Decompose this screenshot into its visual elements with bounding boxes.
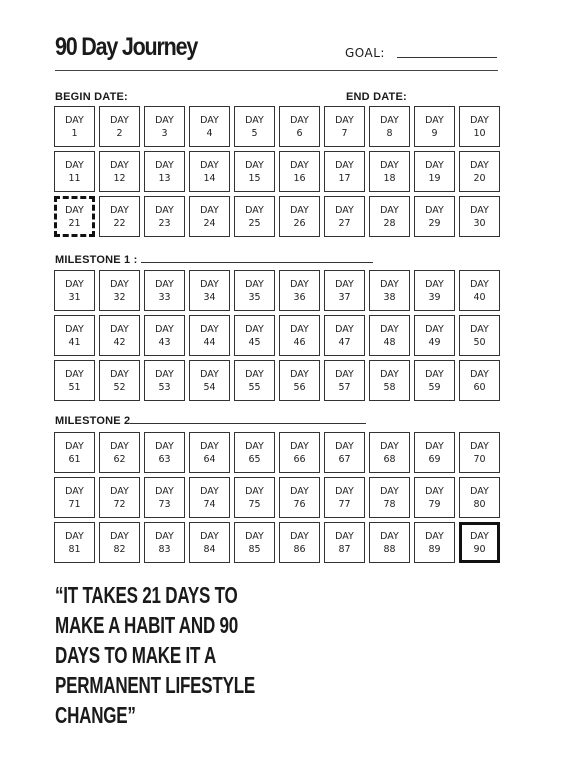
- day-number: 48: [383, 336, 396, 348]
- day-box-67[interactable]: [324, 432, 365, 473]
- day-box-33[interactable]: [144, 270, 185, 311]
- day-number: 52: [113, 381, 126, 393]
- day-box-86[interactable]: [279, 522, 320, 563]
- day-number: 3: [161, 127, 168, 139]
- day-number: 68: [383, 453, 396, 465]
- day-word: DAY: [155, 204, 174, 216]
- day-number: 2: [116, 127, 123, 139]
- day-box-53[interactable]: [144, 360, 185, 401]
- day-word: DAY: [110, 368, 129, 380]
- day-word: DAY: [245, 485, 264, 497]
- day-number: 14: [203, 172, 216, 184]
- day-box-38[interactable]: [369, 270, 410, 311]
- day-number: 28: [383, 217, 396, 229]
- day-box-71[interactable]: [54, 477, 95, 518]
- day-box-50[interactable]: [459, 315, 500, 356]
- day-word: DAY: [425, 114, 444, 126]
- day-word: DAY: [65, 530, 84, 542]
- milestone-2-label: MILESTONE 2: [55, 415, 131, 427]
- day-word: DAY: [155, 323, 174, 335]
- day-grid-31-60: [54, 270, 500, 401]
- day-box-14[interactable]: [189, 151, 230, 192]
- day-number: 66: [293, 453, 306, 465]
- day-word: DAY: [335, 114, 354, 126]
- day-box-78[interactable]: [369, 477, 410, 518]
- day-number: 31: [68, 291, 81, 303]
- day-number: 37: [338, 291, 351, 303]
- day-box-43[interactable]: [144, 315, 185, 356]
- day-number: 65: [248, 453, 261, 465]
- day-box-51[interactable]: [54, 360, 95, 401]
- day-box-59[interactable]: [414, 360, 455, 401]
- day-number: 73: [158, 498, 171, 510]
- day-word: DAY: [290, 530, 309, 542]
- day-number: 54: [203, 381, 216, 393]
- day-box-55[interactable]: [234, 360, 275, 401]
- day-number: 70: [473, 453, 486, 465]
- day-number: 71: [68, 498, 81, 510]
- day-number: 23: [158, 217, 171, 229]
- day-word: DAY: [380, 530, 399, 542]
- day-box-49[interactable]: [414, 315, 455, 356]
- day-box-87[interactable]: [324, 522, 365, 563]
- day-grid-61-90: [54, 432, 500, 563]
- day-number: 13: [158, 172, 171, 184]
- day-box-90[interactable]: [459, 522, 500, 563]
- day-number: 11: [68, 172, 81, 184]
- day-word: DAY: [65, 159, 84, 171]
- day-box-32[interactable]: [99, 270, 140, 311]
- day-word: DAY: [245, 530, 264, 542]
- day-box-83[interactable]: [144, 522, 185, 563]
- day-word: DAY: [380, 159, 399, 171]
- day-number: 78: [383, 498, 396, 510]
- day-box-84[interactable]: [189, 522, 230, 563]
- day-number: 32: [113, 291, 126, 303]
- day-number: 15: [248, 172, 261, 184]
- day-box-46[interactable]: [279, 315, 320, 356]
- day-box-11[interactable]: [54, 151, 95, 192]
- day-box-62[interactable]: [99, 432, 140, 473]
- quote-text: “IT TAKES 21 DAYS TO MAKE A HABIT AND 90 DAYS TO MAKE IT A PERMANENT LIFESTYLE CHANGE”: [55, 582, 256, 728]
- day-number: 4: [206, 127, 213, 139]
- day-word: DAY: [110, 485, 129, 497]
- day-box-63[interactable]: [144, 432, 185, 473]
- day-box-39[interactable]: [414, 270, 455, 311]
- day-word: DAY: [335, 204, 354, 216]
- day-word: DAY: [200, 485, 219, 497]
- day-box-22[interactable]: [99, 196, 140, 237]
- day-word: DAY: [65, 485, 84, 497]
- day-word: DAY: [425, 159, 444, 171]
- day-word: DAY: [200, 530, 219, 542]
- day-number: 7: [341, 127, 348, 139]
- day-number: 84: [203, 543, 216, 555]
- day-number: 80: [473, 498, 486, 510]
- day-number: 27: [338, 217, 351, 229]
- day-word: DAY: [290, 159, 309, 171]
- header-divider: [55, 70, 498, 71]
- day-word: DAY: [155, 440, 174, 452]
- page-title: 90 Day Journey: [55, 33, 198, 61]
- day-number: 24: [203, 217, 216, 229]
- milestone-1-field[interactable]: [141, 253, 373, 263]
- day-box-73[interactable]: [144, 477, 185, 518]
- day-box-37[interactable]: [324, 270, 365, 311]
- day-number: 35: [248, 291, 261, 303]
- day-number: 10: [473, 127, 486, 139]
- day-box-44[interactable]: [189, 315, 230, 356]
- day-box-76[interactable]: [279, 477, 320, 518]
- day-number: 72: [113, 498, 126, 510]
- day-number: 85: [248, 543, 261, 555]
- day-number: 61: [68, 453, 81, 465]
- day-word: DAY: [380, 114, 399, 126]
- day-box-23[interactable]: [144, 196, 185, 237]
- day-box-47[interactable]: [324, 315, 365, 356]
- day-number: 87: [338, 543, 351, 555]
- day-box-1[interactable]: [54, 106, 95, 147]
- day-number: 30: [473, 217, 486, 229]
- day-number: 36: [293, 291, 306, 303]
- day-number: 38: [383, 291, 396, 303]
- day-number: 33: [158, 291, 171, 303]
- day-word: DAY: [200, 368, 219, 380]
- day-word: DAY: [470, 485, 489, 497]
- day-word: DAY: [245, 159, 264, 171]
- day-word: DAY: [335, 159, 354, 171]
- day-word: DAY: [155, 159, 174, 171]
- day-word: DAY: [110, 440, 129, 452]
- day-word: DAY: [380, 204, 399, 216]
- day-box-61[interactable]: [54, 432, 95, 473]
- day-box-72[interactable]: [99, 477, 140, 518]
- day-number: 79: [428, 498, 441, 510]
- day-number: 21: [68, 217, 81, 229]
- day-box-18[interactable]: [369, 151, 410, 192]
- day-box-65[interactable]: [234, 432, 275, 473]
- day-word: DAY: [200, 440, 219, 452]
- day-box-17[interactable]: [324, 151, 365, 192]
- day-word: DAY: [335, 440, 354, 452]
- day-word: DAY: [425, 204, 444, 216]
- day-number: 64: [203, 453, 216, 465]
- day-word: DAY: [380, 278, 399, 290]
- day-box-74[interactable]: [189, 477, 230, 518]
- end-date-label: END DATE:: [346, 91, 407, 103]
- day-number: 22: [113, 217, 126, 229]
- day-number: 12: [113, 172, 126, 184]
- day-word: DAY: [470, 114, 489, 126]
- day-word: DAY: [425, 485, 444, 497]
- day-word: DAY: [200, 204, 219, 216]
- day-box-56[interactable]: [279, 360, 320, 401]
- day-box-79[interactable]: [414, 477, 455, 518]
- day-number: 88: [383, 543, 396, 555]
- day-grid-1-30: [54, 106, 500, 237]
- day-word: DAY: [65, 368, 84, 380]
- day-word: DAY: [380, 368, 399, 380]
- day-number: 76: [293, 498, 306, 510]
- day-word: DAY: [200, 278, 219, 290]
- day-box-29[interactable]: [414, 196, 455, 237]
- day-word: DAY: [470, 530, 489, 542]
- day-box-57[interactable]: [324, 360, 365, 401]
- day-word: DAY: [290, 114, 309, 126]
- day-number: 19: [428, 172, 441, 184]
- day-word: DAY: [110, 114, 129, 126]
- day-number: 67: [338, 453, 351, 465]
- day-box-41[interactable]: [54, 315, 95, 356]
- day-number: 20: [473, 172, 486, 184]
- day-box-6[interactable]: [279, 106, 320, 147]
- day-number: 16: [293, 172, 306, 184]
- day-number: 90: [473, 543, 486, 555]
- day-box-45[interactable]: [234, 315, 275, 356]
- day-box-3[interactable]: [144, 106, 185, 147]
- day-number: 39: [428, 291, 441, 303]
- day-box-15[interactable]: [234, 151, 275, 192]
- day-box-16[interactable]: [279, 151, 320, 192]
- day-number: 82: [113, 543, 126, 555]
- day-word: DAY: [110, 159, 129, 171]
- day-box-26[interactable]: [279, 196, 320, 237]
- day-number: 89: [428, 543, 441, 555]
- day-number: 29: [428, 217, 441, 229]
- goal-field[interactable]: [397, 57, 497, 58]
- day-word: DAY: [335, 323, 354, 335]
- day-number: 40: [473, 291, 486, 303]
- day-box-60[interactable]: [459, 360, 500, 401]
- day-box-8[interactable]: [369, 106, 410, 147]
- begin-date-label: BEGIN DATE:: [55, 91, 128, 103]
- day-word: DAY: [110, 530, 129, 542]
- day-number: 47: [338, 336, 351, 348]
- day-word: DAY: [155, 368, 174, 380]
- day-word: DAY: [380, 485, 399, 497]
- day-word: DAY: [65, 204, 84, 216]
- day-word: DAY: [335, 368, 354, 380]
- day-box-68[interactable]: [369, 432, 410, 473]
- day-number: 8: [386, 127, 393, 139]
- day-word: DAY: [155, 278, 174, 290]
- day-box-80[interactable]: [459, 477, 500, 518]
- day-word: DAY: [110, 323, 129, 335]
- day-word: DAY: [470, 368, 489, 380]
- day-number: 50: [473, 336, 486, 348]
- day-word: DAY: [110, 278, 129, 290]
- day-word: DAY: [245, 368, 264, 380]
- day-word: DAY: [155, 530, 174, 542]
- day-box-89[interactable]: [414, 522, 455, 563]
- day-number: 58: [383, 381, 396, 393]
- day-word: DAY: [65, 323, 84, 335]
- day-box-36[interactable]: [279, 270, 320, 311]
- day-number: 34: [203, 291, 216, 303]
- day-box-28[interactable]: [369, 196, 410, 237]
- day-number: 69: [428, 453, 441, 465]
- day-word: DAY: [290, 323, 309, 335]
- day-number: 43: [158, 336, 171, 348]
- day-box-82[interactable]: [99, 522, 140, 563]
- day-word: DAY: [155, 114, 174, 126]
- day-box-27[interactable]: [324, 196, 365, 237]
- day-box-24[interactable]: [189, 196, 230, 237]
- day-word: DAY: [425, 440, 444, 452]
- day-word: DAY: [200, 114, 219, 126]
- day-word: DAY: [290, 440, 309, 452]
- day-word: DAY: [290, 278, 309, 290]
- day-word: DAY: [425, 323, 444, 335]
- day-box-81[interactable]: [54, 522, 95, 563]
- day-number: 60: [473, 381, 486, 393]
- day-number: 74: [203, 498, 216, 510]
- day-word: DAY: [290, 204, 309, 216]
- day-box-2[interactable]: [99, 106, 140, 147]
- day-box-31[interactable]: [54, 270, 95, 311]
- day-word: DAY: [380, 440, 399, 452]
- day-box-9[interactable]: [414, 106, 455, 147]
- day-box-64[interactable]: [189, 432, 230, 473]
- day-word: DAY: [245, 323, 264, 335]
- day-word: DAY: [245, 440, 264, 452]
- day-word: DAY: [200, 323, 219, 335]
- day-number: 77: [338, 498, 351, 510]
- day-box-35[interactable]: [234, 270, 275, 311]
- milestone-2-row: [55, 414, 366, 427]
- day-number: 63: [158, 453, 171, 465]
- day-number: 51: [68, 381, 81, 393]
- day-word: DAY: [65, 278, 84, 290]
- day-box-20[interactable]: [459, 151, 500, 192]
- day-word: DAY: [470, 204, 489, 216]
- day-number: 6: [296, 127, 303, 139]
- day-number: 46: [293, 336, 306, 348]
- day-word: DAY: [245, 114, 264, 126]
- day-number: 1: [71, 127, 78, 139]
- day-word: DAY: [470, 278, 489, 290]
- day-box-54[interactable]: [189, 360, 230, 401]
- day-number: 75: [248, 498, 261, 510]
- day-box-48[interactable]: [369, 315, 410, 356]
- day-word: DAY: [335, 530, 354, 542]
- day-word: DAY: [65, 440, 84, 452]
- day-box-75[interactable]: [234, 477, 275, 518]
- day-number: 86: [293, 543, 306, 555]
- day-word: DAY: [425, 278, 444, 290]
- day-number: 5: [251, 127, 258, 139]
- day-box-52[interactable]: [99, 360, 140, 401]
- day-number: 17: [338, 172, 351, 184]
- day-number: 42: [113, 336, 126, 348]
- milestone-1-label: MILESTONE 1 :: [55, 254, 138, 266]
- day-word: DAY: [290, 485, 309, 497]
- day-box-7[interactable]: [324, 106, 365, 147]
- day-word: DAY: [200, 159, 219, 171]
- day-number: 81: [68, 543, 81, 555]
- day-word: DAY: [335, 278, 354, 290]
- day-number: 62: [113, 453, 126, 465]
- day-box-10[interactable]: [459, 106, 500, 147]
- day-number: 9: [431, 127, 438, 139]
- day-word: DAY: [380, 323, 399, 335]
- day-box-34[interactable]: [189, 270, 230, 311]
- day-word: DAY: [245, 204, 264, 216]
- day-box-19[interactable]: [414, 151, 455, 192]
- day-number: 26: [293, 217, 306, 229]
- day-box-40[interactable]: [459, 270, 500, 311]
- day-word: DAY: [155, 485, 174, 497]
- day-box-85[interactable]: [234, 522, 275, 563]
- day-box-21[interactable]: [54, 196, 95, 237]
- day-box-77[interactable]: [324, 477, 365, 518]
- day-word: DAY: [470, 159, 489, 171]
- day-box-88[interactable]: [369, 522, 410, 563]
- day-number: 41: [68, 336, 81, 348]
- goal-label: GOAL:: [345, 46, 385, 60]
- day-box-5[interactable]: [234, 106, 275, 147]
- day-number: 25: [248, 217, 261, 229]
- day-box-69[interactable]: [414, 432, 455, 473]
- day-box-30[interactable]: [459, 196, 500, 237]
- day-number: 83: [158, 543, 171, 555]
- day-word: DAY: [65, 114, 84, 126]
- day-box-12[interactable]: [99, 151, 140, 192]
- milestone-1-row: [55, 253, 373, 266]
- day-number: 55: [248, 381, 261, 393]
- day-word: DAY: [335, 485, 354, 497]
- day-number: 18: [383, 172, 396, 184]
- day-box-42[interactable]: [99, 315, 140, 356]
- day-box-13[interactable]: [144, 151, 185, 192]
- day-box-66[interactable]: [279, 432, 320, 473]
- day-number: 53: [158, 381, 171, 393]
- day-number: 45: [248, 336, 261, 348]
- day-word: DAY: [110, 204, 129, 216]
- day-box-70[interactable]: [459, 432, 500, 473]
- milestone-2-field[interactable]: [130, 414, 366, 424]
- day-number: 56: [293, 381, 306, 393]
- day-word: DAY: [425, 530, 444, 542]
- day-number: 44: [203, 336, 216, 348]
- day-word: DAY: [245, 278, 264, 290]
- day-word: DAY: [425, 368, 444, 380]
- day-number: 49: [428, 336, 441, 348]
- day-word: DAY: [470, 440, 489, 452]
- day-word: DAY: [290, 368, 309, 380]
- day-box-4[interactable]: [189, 106, 230, 147]
- day-box-58[interactable]: [369, 360, 410, 401]
- day-box-25[interactable]: [234, 196, 275, 237]
- day-number: 59: [428, 381, 441, 393]
- day-number: 57: [338, 381, 351, 393]
- day-word: DAY: [470, 323, 489, 335]
